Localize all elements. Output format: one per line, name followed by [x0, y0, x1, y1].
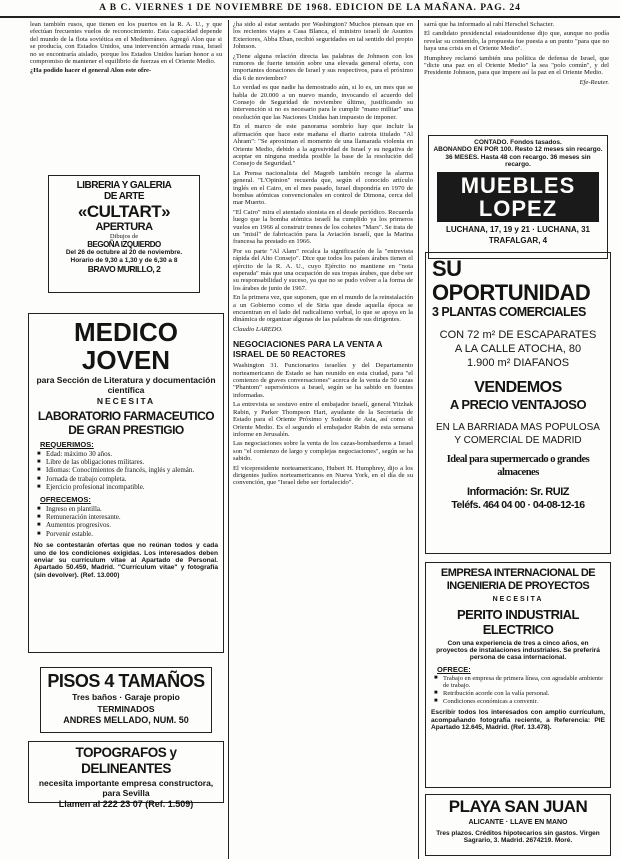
article-text: La entrevista se sostuvo entre el embajador israelí, general Yitzhak Rabin, y Parker Thompson Hart, ayudante de la Secretaría de Estado para el Oriente Próximo y Sudeste de Asia, así como el Oriente Medio. Es el segundo el embajador Rabin de esta semana informe en Jerusalén. — [233, 401, 413, 438]
cultart-line: APERTURA — [95, 221, 153, 233]
medico-necesita: NECESITA — [96, 396, 156, 406]
list-item: ■ Retribución acorde con la valía personal. — [443, 690, 605, 698]
topografos-line: Llamen al 222 23 07 (Ref. 1.509) — [58, 799, 194, 809]
pisos-line: Tres baños · Garaje propio — [72, 692, 180, 702]
muebles-brand: LOPEZ — [478, 195, 558, 221]
oportunidad-line: A PRECIO VENTAJOSO — [449, 397, 587, 412]
oportunidad-title: SU OPORTUNIDAD — [432, 256, 591, 305]
col3-article — [424, 21, 609, 121]
pisos-line: ANDRES MELLADO, NUM. 50 — [63, 715, 189, 725]
oportunidad-line: A LA CALLE ATOCHA, 80 — [454, 343, 582, 355]
ad-cultart — [48, 175, 200, 293]
article-text: Las negociaciones sobre la venta de los cazas-bombarderos a Israel son "el comienzo de largo y complejas negociaciones", según se ha sabido. — [233, 440, 413, 463]
oportunidad-contact: Información: Sr. RUIZ — [467, 486, 569, 498]
article-author: Efe-Reuter. — [579, 78, 609, 86]
article-text: Humphrey reclamó también una política de defensa de Israel, que "dicte una paz en el Oriente Medio" la sea "polo común", y del Presidente Johnson, para que impere así la paz en el Oriente Medio. — [424, 54, 609, 77]
oportunidad-line: VENDEMOS — [474, 379, 562, 396]
ad-muebles-lopez — [428, 135, 608, 259]
playa-line: Tres plazos. Créditos hipotecarios sin gastos. Virgen Sagrario, 3. Madrid. 2674219. Moré. — [436, 829, 600, 844]
cultart-line: LIBRERIA Y GALERIA — [76, 180, 172, 191]
ad-topografos — [28, 741, 224, 809]
ingenieria-text: Con una experiencia de tres a cinco años, en proyectos de instalaciones industriales. Se preferirá persona de casa internacional. — [436, 639, 600, 662]
article-text: "El Cairo" mira el atentado sionista en el desde periódico. Recuerda luego que la bomba atómica israelí ha cumplido ya los primeros vuelos en 1966 al construir trenes de los cohetes "Mars". Se trata de un "misil" de fabricación para la Aviación israelí, que la Marina francesa ha prestado en 1966. — [233, 208, 413, 246]
muebles-line: 36 MESES. Hasta 48 con recargo. 36 meses sin recargo. — [445, 153, 591, 169]
medico-lab: LABORATORIO FARMACEUTICO DE GRAN PRESTIGIO — [37, 408, 215, 437]
list-item: ■ Remuneración interesante. — [46, 513, 218, 521]
list-item: ■ Condiciones económicas a convenir. — [443, 698, 605, 706]
list-item: ■ Aumentos progresivos. — [46, 521, 218, 529]
playa-title: PLAYA SAN JUAN — [448, 797, 588, 816]
muebles-brand-box — [437, 172, 599, 222]
list-item: ■ Ingreso en plantilla. — [46, 505, 218, 513]
ad-playa-san-juan — [425, 794, 611, 856]
list-item: ■ Porvenir estable. — [46, 530, 218, 538]
muebles-address: LUCHANA, 17, 19 y 21 · LUCHANA, 31 — [445, 224, 591, 234]
column-divider — [418, 20, 419, 859]
list-item: ■ Idiomas: Conocimientos de francés, inglés y alemán. — [46, 466, 218, 474]
pisos-title: PISOS 4 TAMAÑOS — [47, 671, 205, 691]
article-text: Por su parte "Al Alam" recalca la significación de la "entrevista rápida del Alto Consejo". Dice que todos los países árabes tienen el ejército de la R. A. U., cuyo Ejército no mantiene en "nota esperada" más que una ocupación de sus tropas árabes, que debe ser su responsabilidad y suceso, ya que no se pudo volver a la forma de los árabes de junio de 1967. — [233, 247, 413, 292]
ingenieria-off-label: OFRECE: — [437, 664, 471, 674]
topografos-title: TOPOGRAFOS y DELINEANTES — [75, 745, 177, 776]
muebles-line: ABONANDO EN POR 100. Resto 12 meses sin recargo. — [433, 146, 603, 154]
article-text: ¿ha sido al estar sentado por Washington? Muchos piensan que en los recientes viajes a Casa Blanca, el ministro israelí de Asuntos Exteriores, Abba Eban, recibió seguridades en tal sentido del propio Johnson. — [233, 21, 413, 51]
ad-su-oportunidad — [425, 252, 611, 554]
article-text: Lo verdad es que nadie ha demostrado aún, si lo es, un mes que se habla de 20.000 a un nuevo mando, invocando el acuerdo del Consejo de Seguridad de noviembre último, justificando su intervención si no es necesario para le cumplir "mano militar" una resolución que las Naciones Unidas han impuesto de imponer. — [233, 84, 413, 121]
article-author: Claudio LAREDO. — [233, 325, 283, 333]
list-item: ■ Trabajo en empresa de primera línea, con agradable ambiente de trabajo. — [443, 675, 605, 690]
oportunidad-line: EN LA BARRIADA MAS POPULOSA Y COMERCIAL DE MADRID — [436, 422, 600, 446]
medico-off-label: OFRECEMOS: — [40, 494, 91, 504]
muebles-brand: MUEBLES — [460, 172, 576, 198]
article-text: sarrá que ha informado al rabí Herschel Schacter. — [424, 21, 554, 28]
col2-article — [233, 21, 413, 859]
ingenieria-off-list — [431, 675, 605, 705]
ad-ingenieria — [425, 562, 611, 788]
medico-req-list — [34, 450, 218, 492]
cultart-line: Dibujos de — [109, 233, 139, 240]
header-rule — [0, 16, 620, 18]
oportunidad-phones: Teléfs. 464 04 00 · 04-08-12-16 — [451, 499, 585, 511]
article-text: ¿Ha podido hacer el general Alon este ofre- — [30, 67, 152, 75]
list-item: ■ Ejercicio profesional incompatible. — [46, 483, 218, 491]
pisos-line: TERMINADOS — [97, 703, 155, 714]
muebles-address: TRAFALGAR, 4 — [488, 236, 548, 246]
medico-off-list — [34, 505, 218, 539]
oportunidad-line: 1.900 m² DIAFANOS — [466, 357, 570, 369]
page-header: A B C. VIERNES 1 DE NOVIEMBRE DE 1968. EDICION DE LA MAÑANA. PAG. 24 — [99, 3, 521, 13]
article-text: ¿Tiene alguna relación directa las palabras de Johnson con los rumores de fuerte tensión sobre una elevada general oferta, con importantes donaciones de Israel y sus respectivos, para el próximo día 6 de noviembre? — [233, 52, 413, 82]
article-text: En la primera vez, que suponen, que en el mundo de la reinstalación a un Gobierno como el de Siria que desde aquella época se encuentran en el lado del radicalismo verbal, lo que se apoya en la dinámica de organizar algunas de las palabras de sus dirigentes. — [233, 294, 413, 324]
oportunidad-line: 3 PLANTAS COMERCIALES — [432, 305, 586, 319]
cultart-line: DE ARTE — [103, 191, 145, 202]
medico-req-label: REQUERIMOS: — [40, 439, 94, 449]
oportunidad-line: Ideal para supermercado o grandes almacenes — [446, 454, 590, 478]
medico-foot: No se contestarán ofertas que no reúnan todos y cada uno de los condiciones exigidas. Los interesados deben enviar su currículum vitae al Apartado de Personal. Apartado 50.459, Madrid. "Currículum vitae" y fotografía (sin devolver). (Ref. 13.000) — [34, 542, 218, 579]
article-text: lean también rusos, que tienen en los puertos en la R. A. U., y que efectúan frecuentes vuelos de reconocimiento. Esta capacidad depende del mundo de la flota soviética en el Mediterráneo. Agregó Alon que si se producía, con Estados Unidos, una intervención armada rusa, Israel no se encontraría aislado, porque los Estados Unidos harían honor a su compromiso de mantener el equilibrio de fuerzas en el Oriente Medio. — [30, 21, 222, 66]
article-text: La Prensa nacionalista del Magreb también recoge la alarma general. "L'Opinion" recuerda que, según el conocido artículo inglés en el Cairo, en el mes pasado, Israel dispondría en 1970 de bombas atómicas convencionales en control de Dimona, cerca del mar Muerto. — [233, 169, 413, 207]
ingenieria-position: PERITO INDUSTRIAL ELECTRICO — [457, 606, 579, 637]
list-item: ■ Jornada de trabajo completa. — [46, 475, 218, 483]
muebles-line: CONTADO. Fondos tasados. — [474, 139, 562, 146]
article-text: El vicepresidente norteamericano, Hubert H. Humphrey, dijo a los dirigentes judíos norteamericanos en Nueva York, en el día de su convención, que "Israel debe ser fortalecido". — [233, 464, 413, 487]
playa-line: ALICANTE · LLAVE EN MANO — [468, 819, 568, 826]
list-item: ■ Libre de las obligaciones militares. — [46, 458, 218, 466]
cultart-line: BRAVO MURILLO, 2 — [87, 264, 161, 275]
list-item: ■ Edad: máximo 30 años. — [46, 450, 218, 458]
ingenieria-foot: Escribir todos los interesados con amplio currículum, acompañando fotografía reciente, a Referencia: PIE Apartado 12.645, Madrid. (Ref. 13.478). — [431, 709, 605, 731]
article-text: Washington 31. Funcionarios israelíes y del Departamento norteamericano de Estado se han reunido en esta ciudad, para "el comienzo de graves conversaciones" acerca de la venta de 50 cazas "Phantom" supersónicos a Israel, según se ha sabido en fuentes informadas. — [233, 362, 413, 399]
cultart-line: BEGOÑA IZQUIERDO — [87, 240, 161, 250]
ingenieria-necesita: NECESITA — [492, 596, 544, 603]
ad-medico-joven — [28, 313, 224, 653]
article-text: En el marco de este panorama sombrío hay que incluir la afirmación que hace este mañana el diario cairota titulado "Al Ahram": "Se aproximan el momento de una llamarada violenta en Oriente Medio, debido a la agresividad de Israel y su negativa de aceptar en ninguna medida posible la base de la resolución del Consejo de Seguridad." — [233, 123, 413, 168]
medico-title: MEDICO JOVEN — [74, 317, 178, 375]
col1-article — [30, 21, 222, 159]
cultart-line: Del 26 de octubre al 20 de noviembre. Horario de 9,30 a 1,30 y de 6,30 a 8 — [65, 249, 183, 264]
column-divider — [228, 20, 229, 859]
oportunidad-line: CON 72 m² DE ESCAPARATES — [439, 329, 597, 341]
cultart-name: «CULTART» — [77, 202, 171, 221]
ingenieria-title: EMPRESA INTERNACIONAL DE INGENIERIA DE PROYECTOS — [440, 567, 596, 592]
topografos-line: necesita importante empresa constructora, para Sevilla — [38, 778, 214, 798]
news-headline: NEGOCIACIONES PARA LA VENTA A ISRAEL DE 50 REACTORES — [233, 339, 383, 360]
ad-pisos — [40, 667, 212, 733]
article-text: El candidato presidencial estadounidense dijo que, aunque no podía revelar su contenido, la propuesta fue puesta a un punto "para que no haya una crisis en el Oriente Medio". — [424, 30, 609, 53]
medico-sub: para Sección de Literatura y documentación científica — [36, 375, 216, 395]
